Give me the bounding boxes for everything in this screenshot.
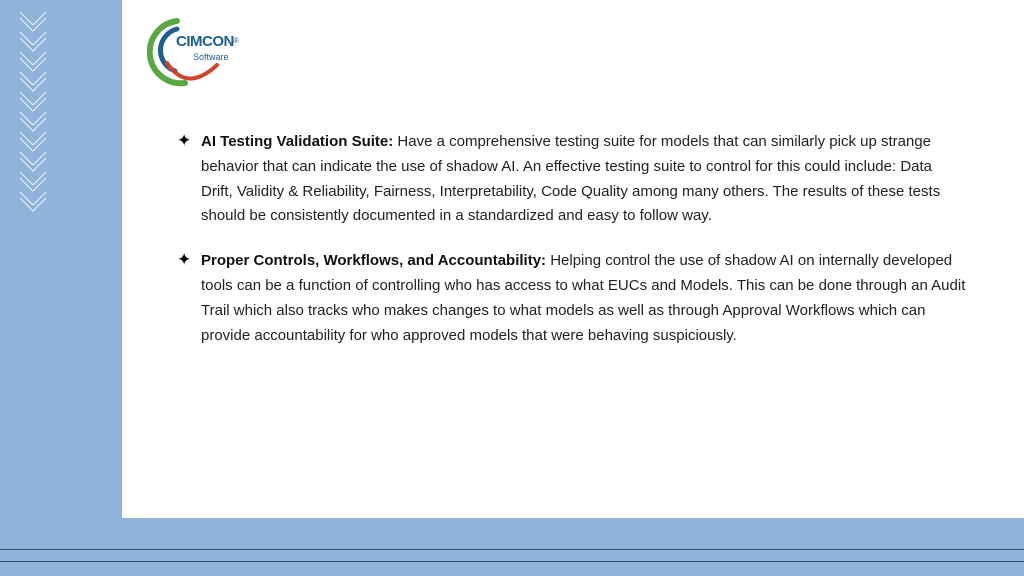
bullet-text: Have a comprehensive testing suite for models that can similarly pick up strange behavior that can indicate the use of shadow AI. An effective testing suite to control for this could include: Data Drift, Validity & Reliability, Fairness, Interpretability, Code Quality among many others. The results of these tests should be consistently documented in a standardized and easy to follow way. — [201, 133, 941, 225]
bullet-item — [177, 130, 967, 229]
bullet-title: Proper Controls, Workflows, and Accountability: — [201, 252, 547, 270]
logo-swoosh-icon — [147, 13, 247, 88]
cimcon-logo — [147, 13, 247, 88]
bullet-text: Helping control the use of shadow AI on internally developed tools can be a function of controlling who has access to what EUCs and Models. This can be done through an Audit Trail which also tracks who makes changes to what models as well as through Approval Workflows which can provide accountability for who approved models that were behaving suspiciously. — [201, 252, 966, 344]
bullet-item — [177, 249, 967, 348]
bullet-list — [177, 130, 967, 368]
four-point-star-icon: ✦ — [177, 250, 192, 270]
bullet-title: AI Testing Validation Suite: — [201, 133, 394, 150]
four-point-star-icon: ✦ — [177, 131, 192, 150]
bullet-paragraph — [201, 130, 967, 229]
chevron-pattern-decoration — [18, 10, 48, 215]
logo-tagline: Software — [193, 52, 229, 62]
bullet-paragraph — [201, 249, 967, 348]
logo-registered-mark: ® — [233, 36, 239, 45]
slide-content — [122, 0, 1024, 518]
footer-divider-line — [0, 549, 1024, 550]
footer-divider-line — [0, 561, 1024, 562]
logo-brand-text: CIMCON — [176, 33, 234, 50]
